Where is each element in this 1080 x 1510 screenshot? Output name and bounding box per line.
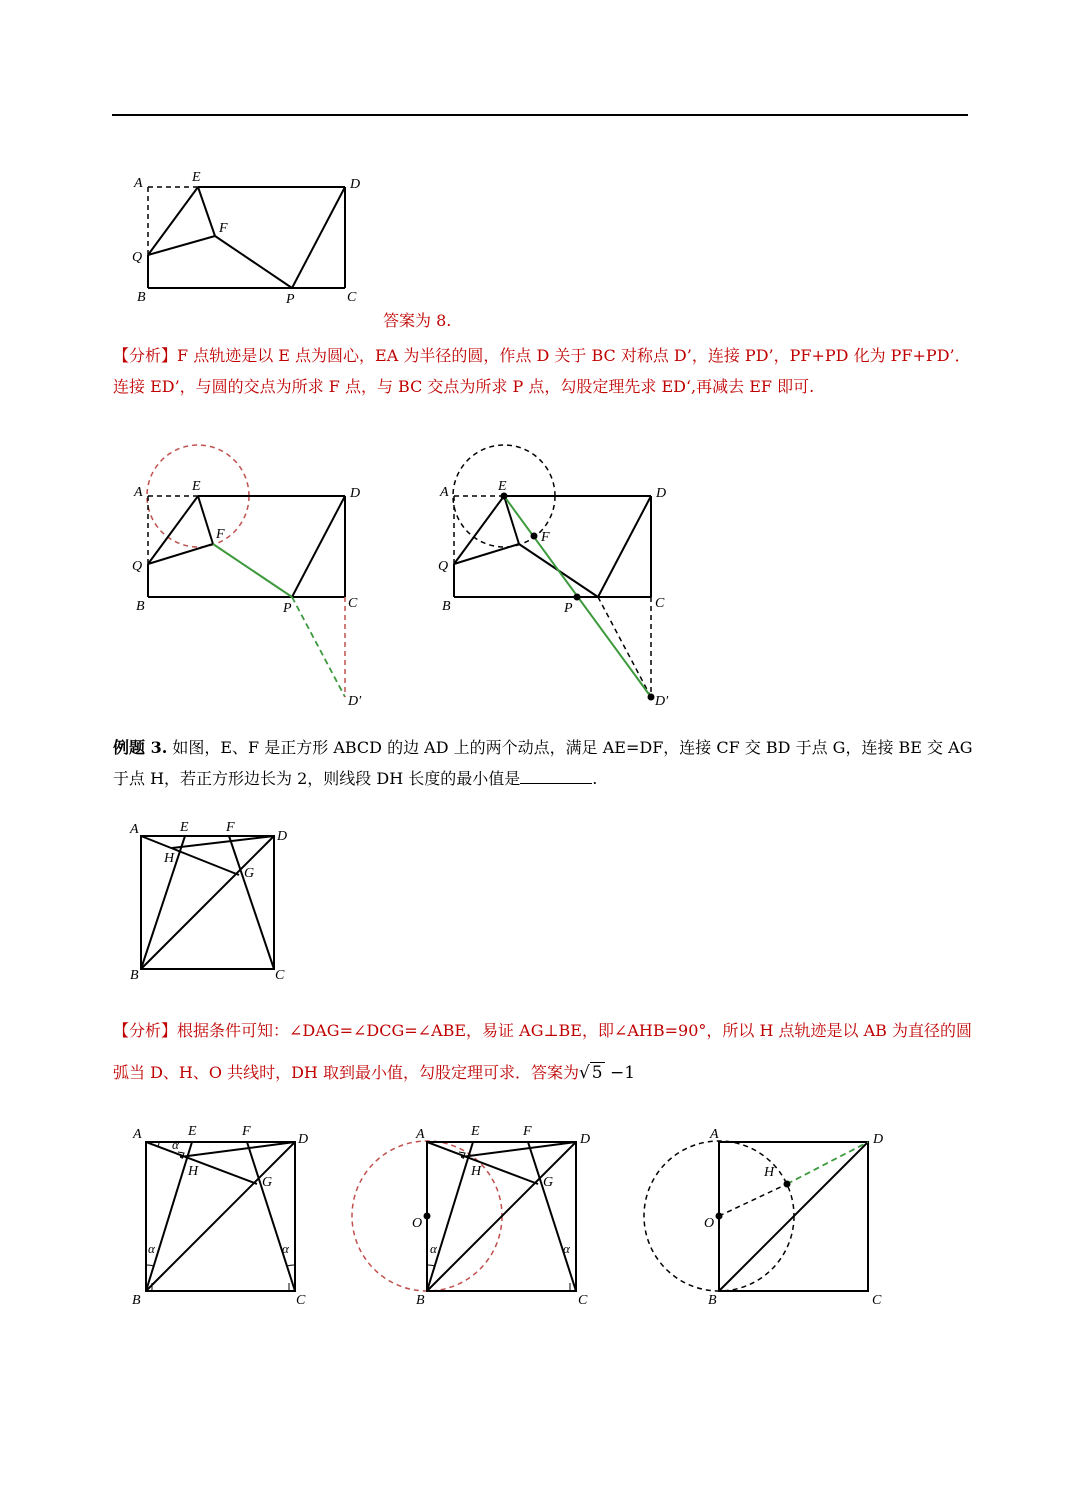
sqrt-radicand: 5 xyxy=(591,1063,603,1083)
label-H: H xyxy=(471,1164,482,1179)
figure-rectangle-2 xyxy=(120,440,380,720)
figure-square-2 xyxy=(125,1115,325,1315)
label-C: C xyxy=(347,290,357,305)
label-alpha: α xyxy=(148,1241,155,1256)
analysis-text: 根据条件可知：∠DAG=∠DCG=∠ABE，易证 AG⊥BE，即∠AHB=90°，所以 H 点轨迹是以 AB 为直径的圆弧当 D、H、O 共线时，DH 取到最小值，勾股定理可求．答案为 xyxy=(113,1021,973,1082)
label-G: G xyxy=(244,866,255,881)
figure-rectangle-1 xyxy=(120,160,380,310)
label-O: O xyxy=(412,1216,423,1231)
label-F: F xyxy=(226,820,235,835)
label-Dprime: D′ xyxy=(655,694,669,709)
sqrt-tail: −1 xyxy=(604,1063,636,1083)
label-C: C xyxy=(872,1293,882,1308)
label-P: P xyxy=(283,601,292,616)
label-A: A xyxy=(134,176,143,191)
label-B: B xyxy=(132,1293,141,1308)
label-F: F xyxy=(523,1124,532,1139)
label-A: A xyxy=(416,1127,425,1142)
label-E: E xyxy=(498,479,507,494)
analysis-paragraph-2 xyxy=(113,1010,973,1094)
label-B: B xyxy=(130,968,139,983)
example-end: . xyxy=(592,769,598,788)
label-alpha: α xyxy=(172,1137,179,1152)
label-G: G xyxy=(543,1175,554,1190)
label-D: D xyxy=(298,1132,309,1147)
header-rule xyxy=(112,114,968,116)
example-3-problem xyxy=(113,732,973,794)
label-B: B xyxy=(136,599,145,614)
label-H: H xyxy=(164,851,175,866)
label-D: D xyxy=(580,1132,591,1147)
label-A: A xyxy=(130,822,139,837)
label-E: E xyxy=(192,170,201,185)
label-D: D xyxy=(350,177,361,192)
answer-text: 答案为 8. xyxy=(383,311,452,330)
label-Q: Q xyxy=(132,250,143,265)
label-E: E xyxy=(180,820,189,835)
label-F: F xyxy=(219,221,228,236)
label-alpha: α xyxy=(430,1241,437,1256)
example-text: 如图，E、F 是正方形 ABCD 的边 AD 上的两个动点，满足 AE=DF，连接 CF 交 BD 于点 G，连接 BE 交 AG 于点 H，若正方形边长为 2，则线段 DH 长度的最小值是 xyxy=(113,738,973,788)
label-H: H xyxy=(188,1164,199,1179)
analysis-text: F 点轨迹是以 E 点为圆心，EA 为半径的圆，作点 D 关于 BC 对称点 D’，连接 PD’，PF+PD 化为 PF+PD’．连接 ED’，与圆的交点为所求 F 点，与 BC 交点为所求 P 点，勾股定理先求 ED‘,再减去 EF 即可. xyxy=(113,346,971,396)
label-C: C xyxy=(348,596,358,611)
label-D: D xyxy=(656,486,667,501)
sqrt-answer: √ 5 −1 xyxy=(578,1063,636,1083)
label-E: E xyxy=(471,1124,480,1139)
label-D: D xyxy=(873,1132,884,1147)
label-D: D xyxy=(350,486,361,501)
label-G: G xyxy=(262,1175,273,1190)
figure-square-1 xyxy=(125,815,305,985)
label-C: C xyxy=(655,596,665,611)
analysis-paragraph-1 xyxy=(113,340,973,402)
label-C: C xyxy=(296,1293,306,1308)
label-B: B xyxy=(416,1293,425,1308)
label-E: E xyxy=(192,479,201,494)
label-B: B xyxy=(708,1293,717,1308)
example-label: 例题 3. xyxy=(113,738,168,757)
label-P: P xyxy=(564,601,573,616)
label-C: C xyxy=(578,1293,588,1308)
label-E: E xyxy=(188,1124,197,1139)
answer-blank xyxy=(520,767,592,784)
label-alpha: α xyxy=(563,1241,570,1256)
label-P: P xyxy=(286,292,295,307)
label-O: O xyxy=(704,1216,715,1231)
figure-rectangle-3 xyxy=(426,440,686,720)
label-A: A xyxy=(133,1127,142,1142)
analysis-label: 【分析】 xyxy=(113,1021,178,1040)
label-alpha: α xyxy=(282,1241,289,1256)
label-A: A xyxy=(134,485,143,500)
label-Q: Q xyxy=(132,559,143,574)
label-B: B xyxy=(442,599,451,614)
figure-square-4 xyxy=(630,1115,900,1315)
label-Dprime: D′ xyxy=(348,694,362,709)
label-D: D xyxy=(277,829,288,844)
figure-square-3 xyxy=(340,1115,600,1315)
label-F: F xyxy=(541,530,550,545)
label-Q: Q xyxy=(438,559,449,574)
label-A: A xyxy=(710,1127,719,1142)
label-F: F xyxy=(216,527,225,542)
label-A: A xyxy=(440,485,449,500)
label-B: B xyxy=(137,290,146,305)
label-H: H xyxy=(764,1165,775,1180)
label-F: F xyxy=(242,1124,251,1139)
label-C: C xyxy=(275,968,285,983)
analysis-label: 【分析】 xyxy=(113,346,178,365)
